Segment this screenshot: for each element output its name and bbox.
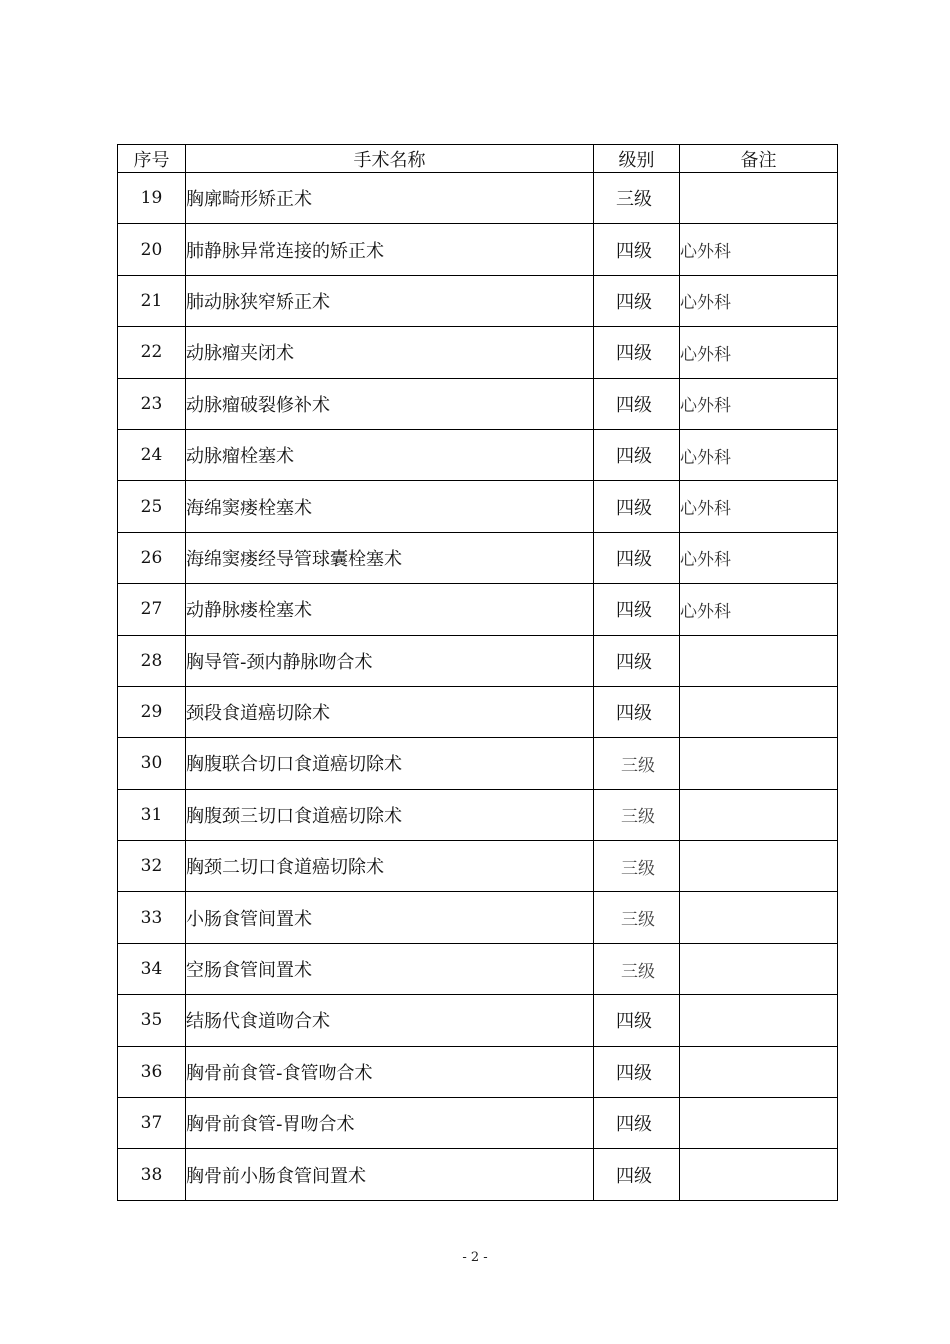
surgery-note <box>680 995 838 1046</box>
surgery-level: 四级 <box>594 429 680 480</box>
surgery-level: 四级 <box>594 635 680 686</box>
surgery-name: 动脉瘤破裂修补术 <box>186 378 594 429</box>
page-number: - 2 - <box>462 1250 488 1265</box>
surgery-note: 心外科 <box>680 532 838 583</box>
row-number: 19 <box>118 173 186 224</box>
surgery-note: 心外科 <box>680 378 838 429</box>
surgery-note: 心外科 <box>680 275 838 326</box>
surgery-name: 海绵窦瘘经导管球囊栓塞术 <box>186 532 594 583</box>
surgery-name: 肺静脉异常连接的矫正术 <box>186 224 594 275</box>
surgery-name: 结肠代食道吻合术 <box>186 995 594 1046</box>
surgery-name: 动静脉瘘栓塞术 <box>186 584 594 635</box>
surgery-note: 心外科 <box>680 224 838 275</box>
row-number: 32 <box>118 841 186 892</box>
table-row <box>118 635 838 686</box>
surgery-level: 三级 <box>594 173 680 224</box>
table-row <box>118 686 838 737</box>
surgery-name: 胸导管-颈内静脉吻合术 <box>186 635 594 686</box>
row-number: 31 <box>118 789 186 840</box>
header-level: 级别 <box>594 145 680 173</box>
surgery-level: 三级 <box>594 943 680 994</box>
table-row <box>118 275 838 326</box>
surgery-note <box>680 173 838 224</box>
surgery-note <box>680 789 838 840</box>
surgery-level: 三级 <box>594 738 680 789</box>
row-number: 22 <box>118 327 186 378</box>
table-row <box>118 378 838 429</box>
table-row <box>118 892 838 943</box>
surgery-level: 四级 <box>594 1149 680 1200</box>
header-name: 手术名称 <box>186 145 594 173</box>
surgery-level: 四级 <box>594 1098 680 1149</box>
header-note: 备注 <box>680 145 838 173</box>
surgery-name: 动脉瘤栓塞术 <box>186 429 594 480</box>
surgery-name: 胸骨前食管-胃吻合术 <box>186 1098 594 1149</box>
surgery-name: 肺动脉狭窄矫正术 <box>186 275 594 326</box>
table-row <box>118 1046 838 1097</box>
table-row <box>118 224 838 275</box>
surgery-name: 小肠食管间置术 <box>186 892 594 943</box>
row-number: 36 <box>118 1046 186 1097</box>
surgery-note: 心外科 <box>680 327 838 378</box>
surgery-note: 心外科 <box>680 481 838 532</box>
table-body <box>118 173 838 1201</box>
table-row <box>118 429 838 480</box>
row-number: 28 <box>118 635 186 686</box>
surgery-name: 胸骨前食管-食管吻合术 <box>186 1046 594 1097</box>
table-row <box>118 995 838 1046</box>
surgery-note <box>680 892 838 943</box>
table-row <box>118 789 838 840</box>
surgery-note <box>680 1046 838 1097</box>
table-row <box>118 943 838 994</box>
row-number: 38 <box>118 1149 186 1200</box>
surgery-level: 四级 <box>594 327 680 378</box>
surgery-level: 四级 <box>594 584 680 635</box>
row-number: 35 <box>118 995 186 1046</box>
surgery-note <box>680 1149 838 1200</box>
surgery-level: 四级 <box>594 995 680 1046</box>
row-number: 33 <box>118 892 186 943</box>
surgery-name: 颈段食道癌切除术 <box>186 686 594 737</box>
row-number: 29 <box>118 686 186 737</box>
table-row <box>118 327 838 378</box>
surgery-note: 心外科 <box>680 584 838 635</box>
surgery-note <box>680 738 838 789</box>
row-number: 21 <box>118 275 186 326</box>
surgery-name: 胸骨前小肠食管间置术 <box>186 1149 594 1200</box>
row-number: 24 <box>118 429 186 480</box>
table-row <box>118 1098 838 1149</box>
surgery-note <box>680 635 838 686</box>
table-row <box>118 841 838 892</box>
surgery-level: 三级 <box>594 789 680 840</box>
table-row <box>118 584 838 635</box>
surgery-level: 四级 <box>594 275 680 326</box>
surgery-level: 四级 <box>594 481 680 532</box>
row-number: 34 <box>118 943 186 994</box>
surgery-table <box>117 144 838 1201</box>
row-number: 27 <box>118 584 186 635</box>
surgery-level: 四级 <box>594 378 680 429</box>
row-number: 20 <box>118 224 186 275</box>
surgery-level: 四级 <box>594 686 680 737</box>
surgery-name: 胸廓畸形矫正术 <box>186 173 594 224</box>
table-row <box>118 532 838 583</box>
surgery-note <box>680 841 838 892</box>
table-row <box>118 738 838 789</box>
row-number: 37 <box>118 1098 186 1149</box>
surgery-name: 海绵窦瘘栓塞术 <box>186 481 594 532</box>
surgery-name: 动脉瘤夹闭术 <box>186 327 594 378</box>
table-row <box>118 481 838 532</box>
table-header-row <box>118 145 838 173</box>
surgery-note <box>680 686 838 737</box>
surgery-level: 三级 <box>594 892 680 943</box>
surgery-name: 空肠食管间置术 <box>186 943 594 994</box>
row-number: 25 <box>118 481 186 532</box>
surgery-level: 三级 <box>594 841 680 892</box>
table-row <box>118 1149 838 1200</box>
surgery-name: 胸腹联合切口食道癌切除术 <box>186 738 594 789</box>
surgery-note <box>680 1098 838 1149</box>
surgery-name: 胸颈二切口食道癌切除术 <box>186 841 594 892</box>
row-number: 23 <box>118 378 186 429</box>
surgery-level: 四级 <box>594 532 680 583</box>
surgery-level: 四级 <box>594 224 680 275</box>
surgery-note: 心外科 <box>680 429 838 480</box>
surgery-note <box>680 943 838 994</box>
surgery-level: 四级 <box>594 1046 680 1097</box>
surgery-name: 胸腹颈三切口食道癌切除术 <box>186 789 594 840</box>
row-number: 30 <box>118 738 186 789</box>
row-number: 26 <box>118 532 186 583</box>
header-no: 序号 <box>118 145 186 173</box>
table-row <box>118 173 838 224</box>
